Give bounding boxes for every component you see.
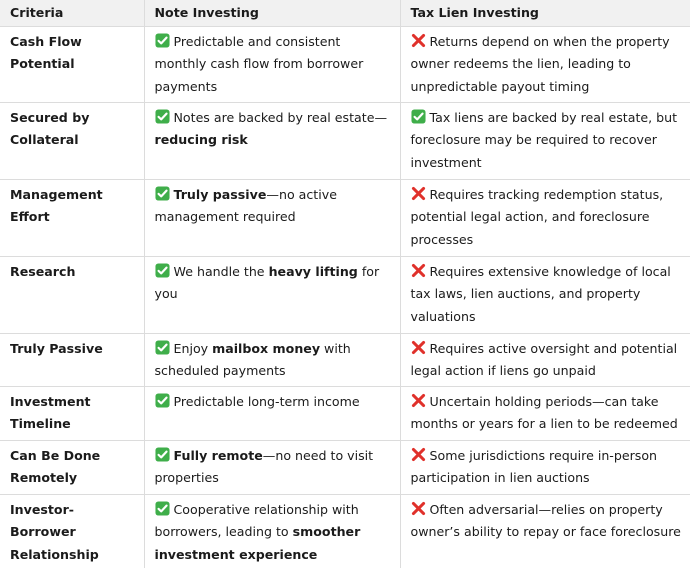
tax-cell bbox=[400, 495, 690, 568]
table-row bbox=[0, 441, 690, 495]
note-cell bbox=[144, 103, 400, 180]
check-mark-button-icon bbox=[155, 186, 170, 201]
note-cell bbox=[144, 334, 400, 387]
tax-text: Requires active oversight and potential legal action if liens go unpaid bbox=[410, 341, 678, 379]
tax-cell bbox=[400, 27, 690, 103]
tax-text: Requires tracking redemption status, potential legal action, and foreclosure processes bbox=[410, 187, 664, 247]
criteria-cell: Secured by Collateral bbox=[0, 103, 144, 180]
table-row bbox=[0, 27, 690, 103]
note-text: Predictable long-term income bbox=[173, 394, 360, 409]
note-text-tail: —no need to visit properties bbox=[154, 448, 374, 486]
cross-mark-icon bbox=[411, 186, 426, 201]
tax-text: Requires extensive knowledge of local tax laws, lien auctions, and property valuations bbox=[410, 264, 671, 324]
note-text-bold: Fully remote bbox=[173, 448, 263, 463]
table-row bbox=[0, 334, 690, 387]
tax-cell bbox=[400, 334, 690, 387]
check-mark-button-icon bbox=[155, 109, 170, 124]
cross-mark-icon bbox=[411, 263, 426, 278]
note-cell bbox=[144, 27, 400, 103]
criteria-cell: Truly Passive bbox=[0, 334, 144, 387]
tax-text: Uncertain holding periods—can take months or years for a lien to be redeemed bbox=[410, 394, 678, 432]
table-row bbox=[0, 387, 690, 441]
header-criteria: Criteria bbox=[0, 0, 144, 27]
criteria-cell: Investor-Borrower Relationship bbox=[0, 495, 144, 568]
note-text-tail: with scheduled payments bbox=[154, 341, 351, 379]
criteria-cell: Investment Timeline bbox=[0, 387, 144, 441]
cross-mark-icon bbox=[411, 447, 426, 462]
check-mark-button-icon bbox=[155, 340, 170, 355]
note-text: Predictable and consistent monthly cash flow from borrower payments bbox=[154, 34, 364, 94]
criteria-cell: Research bbox=[0, 257, 144, 334]
note-text-bold: heavy lifting bbox=[268, 264, 358, 279]
note-text-bold: mailbox money bbox=[212, 341, 321, 356]
tax-cell bbox=[400, 257, 690, 334]
cross-mark-icon bbox=[411, 33, 426, 48]
note-cell bbox=[144, 387, 400, 441]
cross-mark-icon bbox=[411, 340, 426, 355]
note-cell bbox=[144, 180, 400, 257]
note-cell bbox=[144, 495, 400, 568]
table-row bbox=[0, 180, 690, 257]
check-mark-button-icon bbox=[155, 447, 170, 462]
table-row bbox=[0, 257, 690, 334]
tax-text: Tax liens are backed by real estate, but foreclosure may be required to recover investment bbox=[410, 110, 678, 170]
header-tax-lien-investing: Tax Lien Investing bbox=[400, 0, 690, 27]
note-text-tail: for you bbox=[154, 264, 380, 302]
tax-cell bbox=[400, 180, 690, 257]
check-mark-button-icon bbox=[155, 393, 170, 408]
note-text: Cooperative relationship with borrowers, leading to bbox=[154, 502, 359, 540]
tax-text: Returns depend on when the property owner redeems the lien, leading to unpredictable payout timing bbox=[410, 34, 670, 94]
criteria-cell: Management Effort bbox=[0, 180, 144, 257]
tax-cell bbox=[400, 387, 690, 441]
cross-mark-icon bbox=[411, 501, 426, 516]
note-text: We handle the bbox=[173, 264, 269, 279]
note-text: Enjoy bbox=[173, 341, 213, 356]
criteria-cell: Can Be Done Remotely bbox=[0, 441, 144, 495]
check-mark-button-icon bbox=[155, 501, 170, 516]
note-text-bold: reducing risk bbox=[154, 132, 248, 148]
check-mark-button-icon bbox=[155, 33, 170, 48]
note-cell bbox=[144, 441, 400, 495]
check-mark-button-icon bbox=[155, 263, 170, 278]
table-row bbox=[0, 103, 690, 180]
tax-cell bbox=[400, 103, 690, 180]
note-text-bold: Truly passive bbox=[173, 187, 267, 202]
header-note-investing: Note Investing bbox=[144, 0, 400, 27]
cross-mark-icon bbox=[411, 393, 426, 408]
note-text-tail: —no active management required bbox=[154, 187, 337, 225]
header-row bbox=[0, 0, 690, 27]
note-text-bold: smoother investment experience bbox=[154, 524, 361, 562]
tax-text: Some jurisdictions require in-person participation in lien auctions bbox=[410, 448, 658, 486]
note-cell bbox=[144, 257, 400, 334]
tax-cell bbox=[400, 441, 690, 495]
check-mark-button-icon bbox=[411, 109, 426, 124]
table-row bbox=[0, 495, 690, 568]
note-text: Notes are backed by real estate— bbox=[173, 110, 388, 125]
tax-text: Often adversarial—relies on property owner’s ability to repay or face foreclosure bbox=[410, 502, 681, 540]
criteria-cell: Cash Flow Potential bbox=[0, 27, 144, 103]
